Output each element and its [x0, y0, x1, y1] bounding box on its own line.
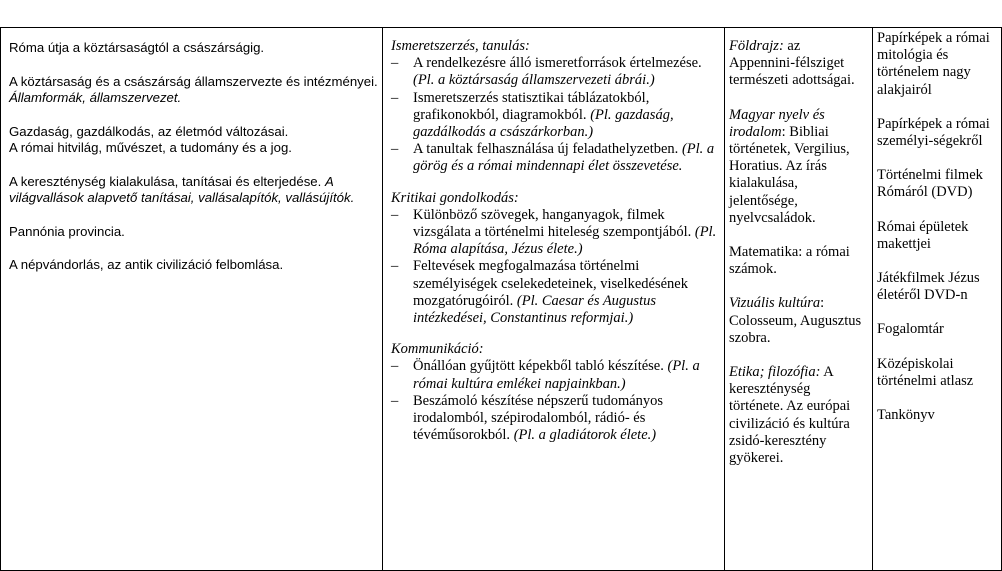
c1-roma: Róma útja a köztársaságtól a császárságig.	[9, 40, 265, 55]
c1-kereszteny: A kereszténység kialakulása, tanításai és elterjedése. A világvallások alapvető tanításai, vallásalapítók, vallásújítók.	[9, 173, 355, 205]
c4-atlasz: Középiskolai történelmi atlasz	[877, 355, 974, 389]
list-item-text: Ismeretszerzés statisztikai táblázatokból, grafikonokból, diagramokból. (Pl. gazdaság, gazdálkodás a császárkorban.)	[413, 89, 674, 141]
topics-cell	[1, 28, 383, 571]
c4-jatekfilmek: Játékfilmek Jézus életéről DVD-n	[877, 270, 980, 304]
c4-papirkepek-mitologia: Papírképek a római mitológia és történelem nagy alakjairól	[877, 30, 990, 98]
c4-papirkepek-szemelyisegek: Papírképek a római személyi-ségekről	[877, 115, 990, 150]
list-item-text: Különböző szövegek, hanganyagok, filmek vizsgálata a történelmi hiteleség szempontjából. (Pl. Róma alapítása, Jézus élete.)	[413, 206, 717, 258]
dash-bullet: –	[391, 358, 399, 375]
list-item	[391, 141, 720, 175]
list-item	[391, 55, 720, 89]
c4-fogalomtar: Fogalomtár	[877, 321, 944, 338]
c3-foldrajz: Földrajz: az Appennini-félsziget természeti adottságai.	[729, 38, 855, 89]
c3-vizualis: Vizuális kultúra: Colosseum, Augusztus szobra.	[729, 295, 862, 346]
section-heading: Kritikai gondolkodás:	[391, 189, 519, 206]
list-item-text: Beszámoló készítése népszerű tudományos irodalomból, szépirodalomból, rádió- és tévéműsorokból. (Pl. a gladiátorok élete.)	[413, 392, 664, 444]
curriculum-table	[0, 27, 1002, 571]
list-item-text: Feltevések megfogalmazása történelmi személyiségek cselekedeteinek, viselkedésének mozgatórugóiról. (Pl. Caesar és Augustus intézkedései, Constantinus reformjai.)	[413, 258, 688, 327]
section-heading: Ismeretszerzés, tanulás:	[391, 38, 530, 54]
dash-bullet: –	[391, 206, 399, 223]
c1-pannonia: Pannónia provincia.	[9, 223, 125, 239]
section-list	[391, 55, 720, 175]
c4-tankonyv: Tankönyv	[877, 407, 935, 424]
dash-bullet: –	[391, 258, 399, 275]
section-list	[391, 207, 720, 327]
dash-bullet: –	[391, 55, 399, 72]
curriculum-row	[1, 28, 1002, 571]
list-item-text: A rendelkezésre álló ismeretforrások értelmezése. (Pl. a köztársaság államszervezeti ábrái.)	[413, 55, 702, 89]
dash-bullet: –	[391, 89, 399, 106]
list-item-text: Önállóan gyűjtött képekből tabló készítése. (Pl. a római kultúra emlékei napjainkban.)	[413, 358, 700, 392]
dash-bullet: –	[391, 141, 399, 158]
list-item	[391, 358, 720, 392]
dash-bullet: –	[391, 392, 399, 409]
c3-magyar: Magyar nyelv és irodalom: Bibliai történetek, Vergilius, Horatius. Az írás kialakulása, jelentősége, nyelvcsaládok.	[729, 106, 850, 226]
list-item	[391, 90, 720, 142]
section-heading: Kommunikáció:	[391, 341, 484, 358]
c4-makettjei: Római épületek makettjei	[877, 218, 969, 252]
c1-koztarsasag: A köztársaság és a császárság államszervezte és intézményei. Államformák, államszervezet.	[9, 73, 378, 105]
connections-cell	[725, 28, 873, 571]
list-item	[391, 393, 720, 445]
section-list	[391, 358, 720, 444]
skills-cell	[383, 28, 725, 571]
c4-filmek: Történelmi filmek Rómáról (DVD)	[877, 167, 983, 201]
list-item-text: A tanultak felhasználása új feladathelyzetben. (Pl. a görög és a római mindennapi élet összevetése.	[413, 141, 715, 175]
c3-matematika: Matematika: a római számok.	[729, 244, 850, 278]
resources-cell	[873, 28, 1002, 571]
list-item	[391, 258, 720, 327]
c1-nepvandorlas: A népvándorlás, az antik civilizáció felbomlása.	[9, 257, 284, 272]
c1-gazdasag: Gazdaság, gazdálkodás, az életmód változásai. A római hitvilág, művészet, a tudomány és a jog.	[9, 123, 292, 155]
list-item	[391, 207, 720, 259]
c3-etika: Etika; filozófia: A kereszténység története. Az európai civilizáció és kultúra zsidó-keresztény gyökerei.	[729, 364, 851, 467]
